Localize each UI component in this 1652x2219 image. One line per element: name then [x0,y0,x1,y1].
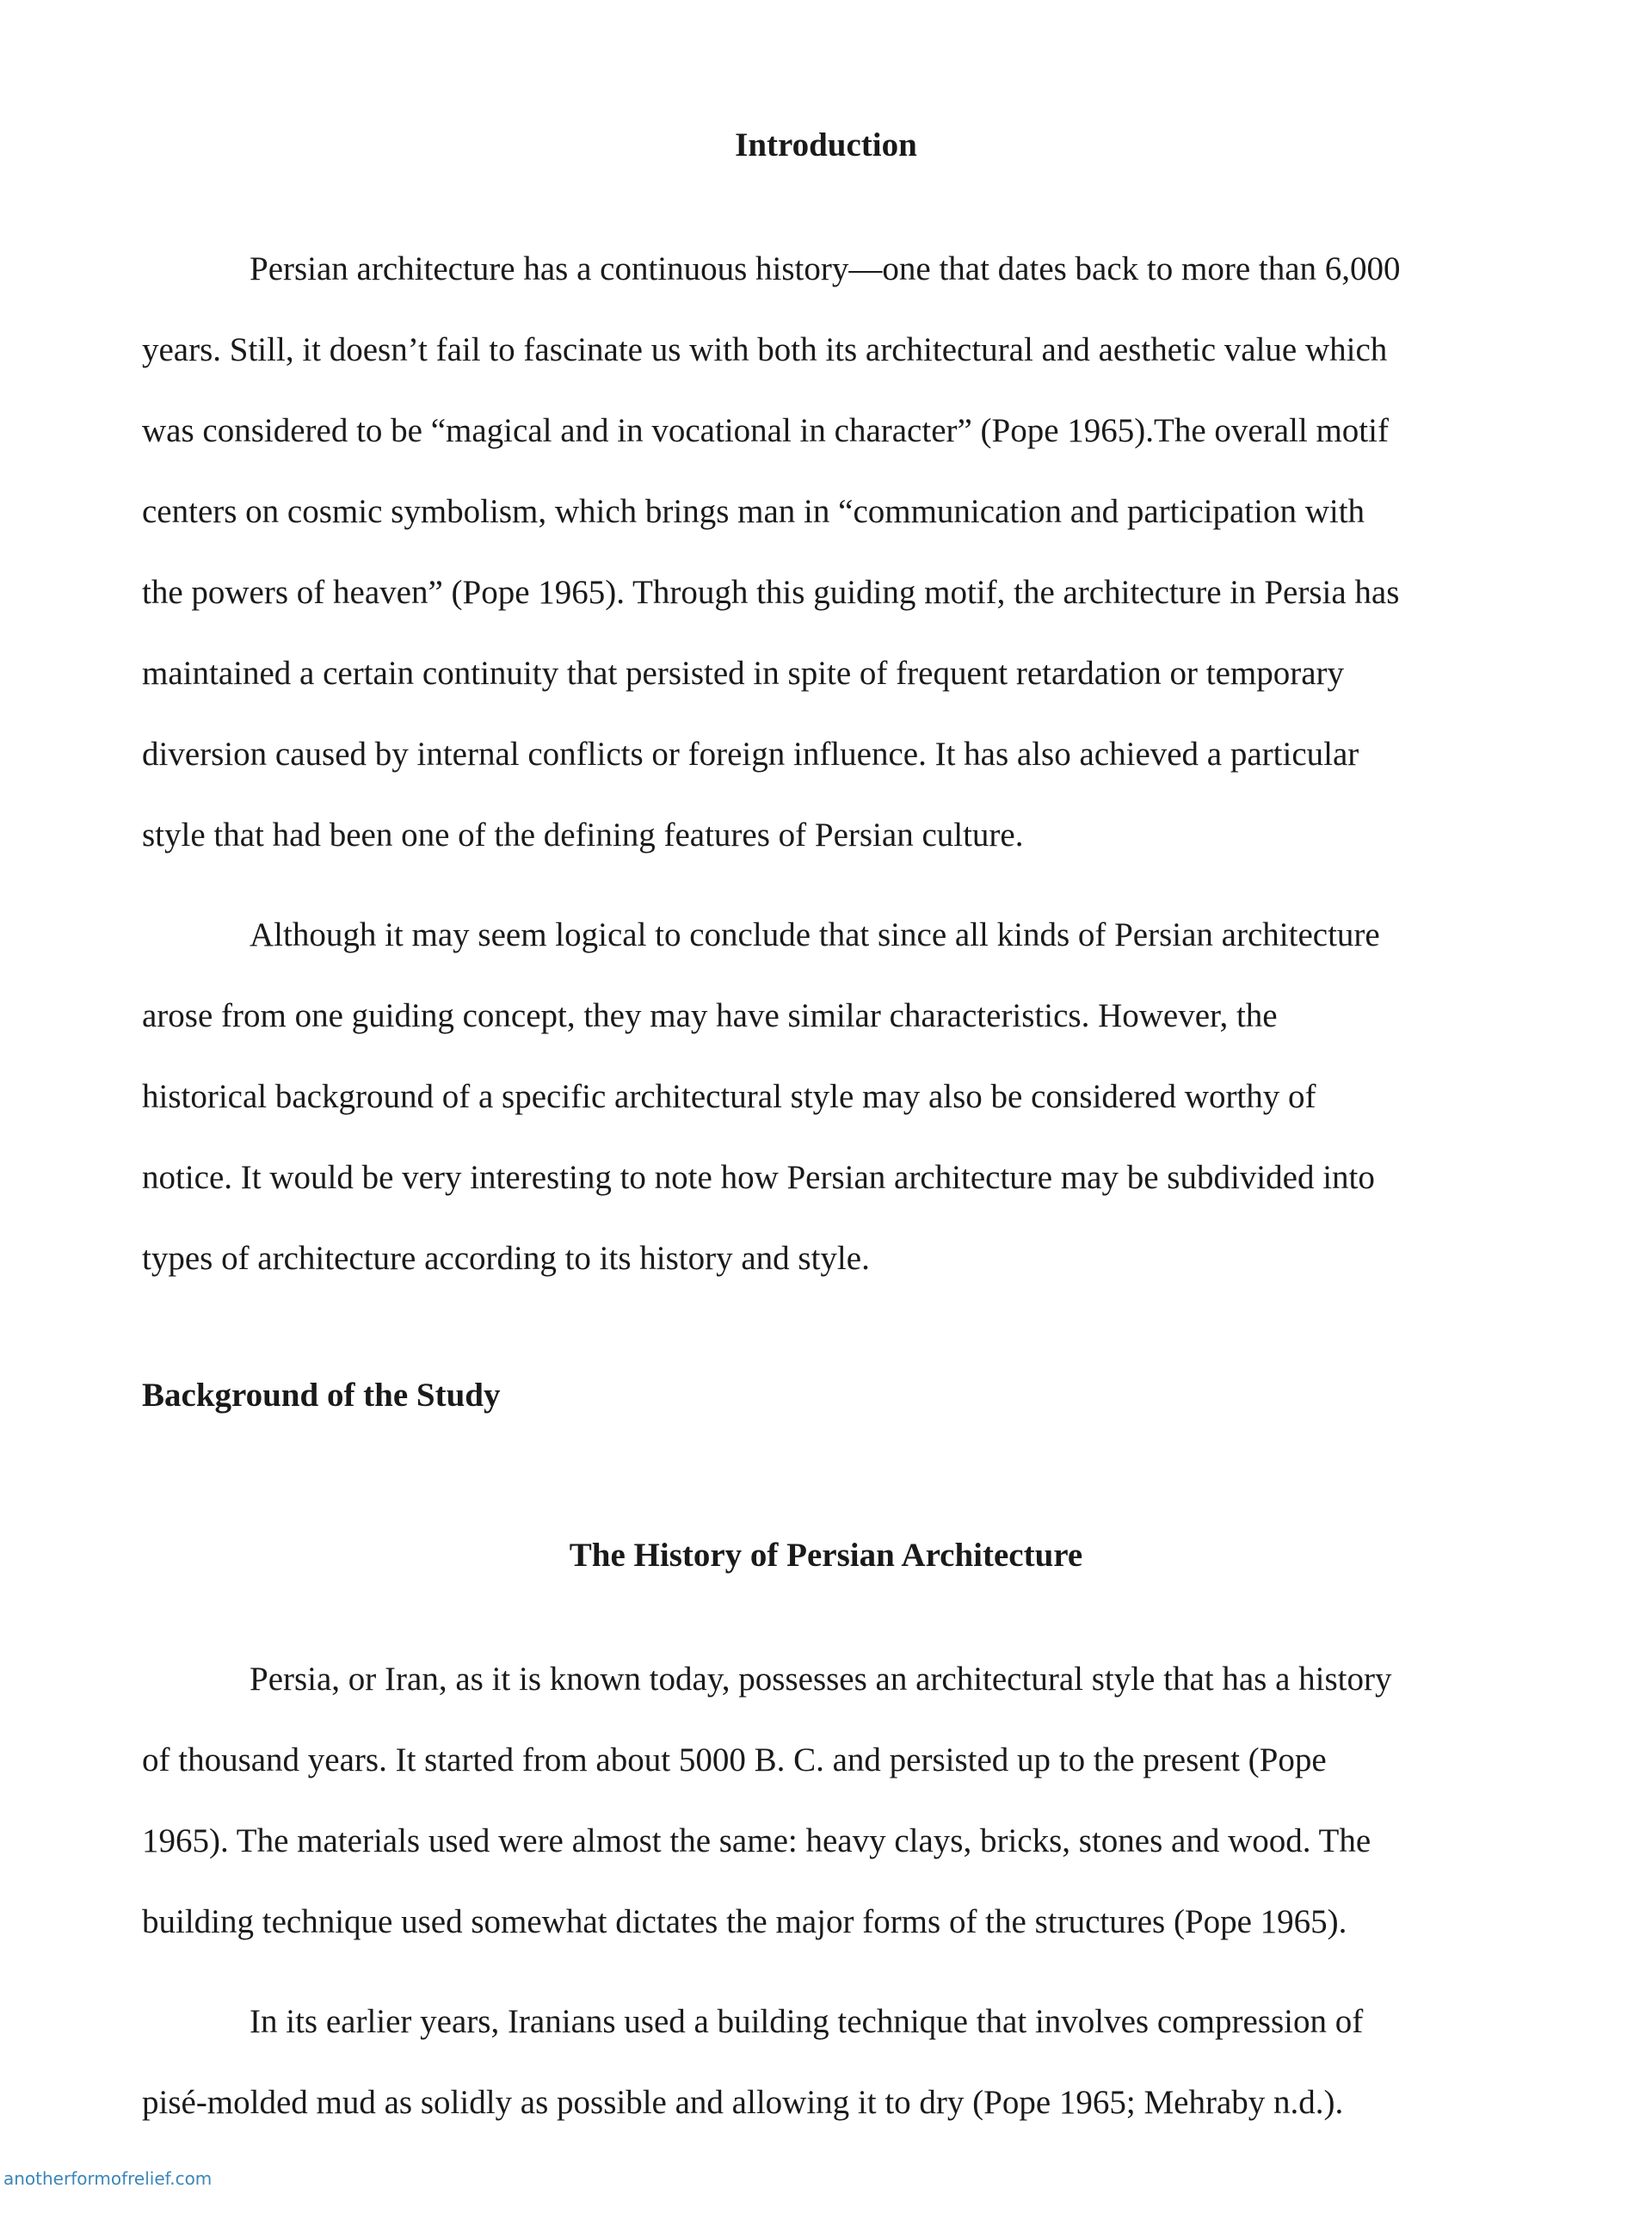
paragraph-line: years. Still, it doesn’t fail to fascinate us with both its architectural and aesthetic value which [142,331,1388,368]
watermark: anotherformofrelief.com [3,2168,213,2189]
intro-paragraph-2 [142,895,1519,1299]
paragraph-line: Persia, or Iran, as it is known today, possesses an architectural style that has a history [250,1661,1392,1698]
paragraph-line: Persian architecture has a continuous history—one that dates back to more than 6,000 [250,250,1401,287]
history-heading: The History of Persian Architecture [569,1537,1083,1574]
paragraph-line: the powers of heaven” (Pope 1965). Through this guiding motif, the architecture in Persia has [142,574,1400,611]
paragraph-line: maintained a certain continuity that persisted in spite of frequent retardation or temporary [142,655,1345,692]
paragraph-line: was considered to be “magical and in vocational in character” (Pope 1965).The overall motif [142,412,1389,449]
paragraph-line: historical background of a specific architectural style may also be considered worthy of [142,1078,1316,1115]
paragraph-line: In its earlier years, Iranians used a building technique that involves compression of [250,2003,1364,2040]
paragraph-line: Although it may seem logical to conclude that since all kinds of Persian architecture [250,916,1380,953]
introduction-heading: Introduction [735,126,917,163]
paragraph-line: pisé-molded mud as solidly as possible and allowing it to dry (Pope 1965; Mehraby n.d.). [142,2084,1344,2121]
intro-paragraph-1 [142,229,1519,876]
paragraph-line: types of architecture according to its history and style. [142,1240,870,1277]
background-heading: Background of the Study [142,1377,501,1414]
history-paragraph-2 [142,1982,1519,2143]
paragraph-line: style that had been one of the defining features of Persian culture. [142,817,1024,854]
paragraph-line: centers on cosmic symbolism, which brings man in “communication and participation with [142,493,1365,530]
history-paragraph-1 [142,1639,1519,1963]
paragraph-line: building technique used somewhat dictates the major forms of the structures (Pope 1965). [142,1903,1347,1940]
paragraph-line: arose from one guiding concept, they may have similar characteristics. However, the [142,997,1278,1034]
paragraph-line: notice. It would be very interesting to note how Persian architecture may be subdivided into [142,1159,1375,1196]
paragraph-line: diversion caused by internal conflicts or foreign influence. It has also achieved a particular [142,736,1359,773]
paragraph-line: 1965). The materials used were almost the same: heavy clays, bricks, stones and wood. The [142,1822,1372,1859]
paragraph-line: of thousand years. It started from about 5000 B. C. and persisted up to the present (Pope [142,1741,1327,1778]
